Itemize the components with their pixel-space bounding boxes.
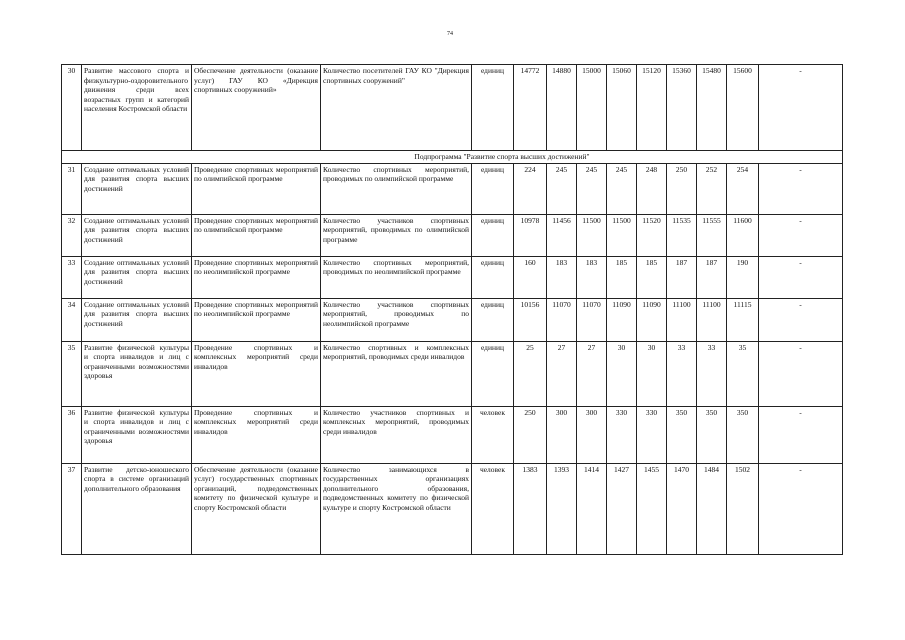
value-cell: 1383 <box>514 463 547 554</box>
unit-cell: единиц <box>472 214 514 256</box>
value-cell: 187 <box>697 256 727 298</box>
value-cell: 224 <box>514 163 547 214</box>
value-cell: 183 <box>547 256 577 298</box>
page-number: 74 <box>447 31 453 37</box>
row-number: 32 <box>62 214 82 256</box>
goal-cell: Развитие массового спорта и физкультурно-оздоровительного движения среди всех возрастных групп и категорий населения Костромской области <box>82 65 192 151</box>
value-cell: 300 <box>547 406 577 463</box>
value-cell: 15480 <box>697 65 727 151</box>
unit-cell: человек <box>472 463 514 554</box>
value-cell: 27 <box>547 341 577 406</box>
note-cell: - <box>759 406 843 463</box>
unit-cell: человек <box>472 406 514 463</box>
indicator-cell: Количество участников спортивных мероприятий, проводимых по неолимпийской программе <box>321 298 472 341</box>
note-cell: - <box>759 214 843 256</box>
subprogram-title-text: Подпрограмма "Развитие спорта высших достижений" <box>414 152 590 161</box>
goal-cell: Развитие детско-юношеского спорта в системе организаций дополнительного образования <box>82 463 192 554</box>
table-row <box>62 406 843 463</box>
value-cell: 11090 <box>607 298 637 341</box>
note-cell: - <box>759 256 843 298</box>
value-cell: 11535 <box>667 214 697 256</box>
value-cell: 1393 <box>547 463 577 554</box>
task-cell: Проведение спортивных мероприятий по олимпийской программе <box>192 163 321 214</box>
goal-cell: Создание оптимальных условий для развития спорта высших достижений <box>82 214 192 256</box>
unit-cell: единиц <box>472 163 514 214</box>
value-cell: 15060 <box>607 65 637 151</box>
goal-cell: Создание оптимальных условий для развития спорта высших достижений <box>82 256 192 298</box>
value-cell: 14772 <box>514 65 547 151</box>
value-cell: 350 <box>727 406 759 463</box>
value-cell: 11600 <box>727 214 759 256</box>
value-cell: 11100 <box>667 298 697 341</box>
value-cell: 330 <box>637 406 667 463</box>
table-row <box>62 298 843 341</box>
task-cell: Проведение спортивных мероприятий по неолимпийской программе <box>192 298 321 341</box>
indicator-cell: Количество посетителей ГАУ КО "Дирекция спортивных сооружений" <box>321 65 472 151</box>
value-cell: 30 <box>637 341 667 406</box>
unit-cell: единиц <box>472 298 514 341</box>
value-cell: 183 <box>577 256 607 298</box>
table-row <box>62 163 843 214</box>
value-cell: 350 <box>697 406 727 463</box>
value-cell: 252 <box>697 163 727 214</box>
value-cell: 15120 <box>637 65 667 151</box>
value-cell: 33 <box>697 341 727 406</box>
subprogram-title <box>62 151 843 164</box>
table-row <box>62 65 843 151</box>
goal-cell: Создание оптимальных условий для развития спорта высших достижений <box>82 163 192 214</box>
unit-cell: единиц <box>472 256 514 298</box>
note-cell: - <box>759 163 843 214</box>
value-cell: 330 <box>607 406 637 463</box>
value-cell: 11070 <box>547 298 577 341</box>
value-cell: 245 <box>547 163 577 214</box>
note-cell: - <box>759 463 843 554</box>
unit-cell: единиц <box>472 65 514 151</box>
value-cell: 1502 <box>727 463 759 554</box>
note-cell: - <box>759 65 843 151</box>
value-cell: 15360 <box>667 65 697 151</box>
value-cell: 350 <box>667 406 697 463</box>
value-cell: 30 <box>607 341 637 406</box>
value-cell: 10156 <box>514 298 547 341</box>
value-cell: 1470 <box>667 463 697 554</box>
value-cell: 15000 <box>577 65 607 151</box>
indicators-table <box>61 64 843 555</box>
value-cell: 187 <box>667 256 697 298</box>
table-row <box>62 341 843 406</box>
value-cell: 11115 <box>727 298 759 341</box>
value-cell: 250 <box>514 406 547 463</box>
value-cell: 11555 <box>697 214 727 256</box>
task-cell: Проведение спортивных и комплексных мероприятий среди инвалидов <box>192 341 321 406</box>
value-cell: 35 <box>727 341 759 406</box>
value-cell: 11520 <box>637 214 667 256</box>
row-number: 33 <box>62 256 82 298</box>
task-cell: Проведение спортивных и комплексных мероприятий среди инвалидов <box>192 406 321 463</box>
value-cell: 248 <box>637 163 667 214</box>
value-cell: 250 <box>667 163 697 214</box>
value-cell: 10978 <box>514 214 547 256</box>
value-cell: 1427 <box>607 463 637 554</box>
value-cell: 185 <box>637 256 667 298</box>
value-cell: 300 <box>577 406 607 463</box>
table-row <box>62 463 843 554</box>
value-cell: 245 <box>577 163 607 214</box>
row-number: 34 <box>62 298 82 341</box>
value-cell: 160 <box>514 256 547 298</box>
row-number: 35 <box>62 341 82 406</box>
value-cell: 245 <box>607 163 637 214</box>
value-cell: 14880 <box>547 65 577 151</box>
value-cell: 33 <box>667 341 697 406</box>
table-body-high-achievement <box>62 163 843 554</box>
indicator-cell: Количество участников спортивных и комплексных мероприятий, проводимых среди инвалидов <box>321 406 472 463</box>
table-row <box>62 256 843 298</box>
task-cell: Проведение спортивных мероприятий по олимпийской программе <box>192 214 321 256</box>
row-number: 37 <box>62 463 82 554</box>
table-body-general <box>62 65 843 151</box>
subprogram-header-row <box>62 151 843 164</box>
value-cell: 11100 <box>697 298 727 341</box>
value-cell: 11500 <box>577 214 607 256</box>
table-row <box>62 214 843 256</box>
goal-cell: Развитие физической культуры и спорта инвалидов и лиц с ограниченными возможностями здоровья <box>82 406 192 463</box>
value-cell: 27 <box>577 341 607 406</box>
value-cell: 11090 <box>637 298 667 341</box>
value-cell: 1455 <box>637 463 667 554</box>
value-cell: 11456 <box>547 214 577 256</box>
indicator-cell: Количество спортивных мероприятий, проводимых по неолимпийской программе <box>321 256 472 298</box>
indicator-cell: Количество занимающихся в государственных организациях дополнительного образования, подведомственных комитету по физической культуре и спорту Костромской области <box>321 463 472 554</box>
task-cell: Проведение спортивных мероприятий по неолимпийской программе <box>192 256 321 298</box>
row-number: 31 <box>62 163 82 214</box>
value-cell: 11070 <box>577 298 607 341</box>
note-cell: - <box>759 298 843 341</box>
task-cell: Обеспечение деятельности (оказание услуг) государственных спортивных организаций, подведомственных комитету по физической культуре и спорту Костромской области <box>192 463 321 554</box>
value-cell: 11500 <box>607 214 637 256</box>
value-cell: 190 <box>727 256 759 298</box>
goal-cell: Развитие физической культуры и спорта инвалидов и лиц с ограниченными возможностями здоровья <box>82 341 192 406</box>
row-number: 30 <box>62 65 82 151</box>
indicator-cell: Количество спортивных и комплексных мероприятий, проводимых среди инвалидов <box>321 341 472 406</box>
unit-cell: единиц <box>472 341 514 406</box>
value-cell: 185 <box>607 256 637 298</box>
value-cell: 15600 <box>727 65 759 151</box>
indicator-cell: Количество спортивных мероприятий, проводимых по олимпийской программе <box>321 163 472 214</box>
note-cell: - <box>759 341 843 406</box>
task-cell: Обеспечение деятельности (оказание услуг) ГАУ КО «Дирекция спортивных сооружений» <box>192 65 321 151</box>
value-cell: 25 <box>514 341 547 406</box>
indicator-cell: Количество участников спортивных мероприятий, проводимых по олимпийской программе <box>321 214 472 256</box>
value-cell: 1484 <box>697 463 727 554</box>
goal-cell: Создание оптимальных условий для развития спорта высших достижений <box>82 298 192 341</box>
value-cell: 1414 <box>577 463 607 554</box>
row-number: 36 <box>62 406 82 463</box>
value-cell: 254 <box>727 163 759 214</box>
table-body-subprogram <box>62 151 843 164</box>
